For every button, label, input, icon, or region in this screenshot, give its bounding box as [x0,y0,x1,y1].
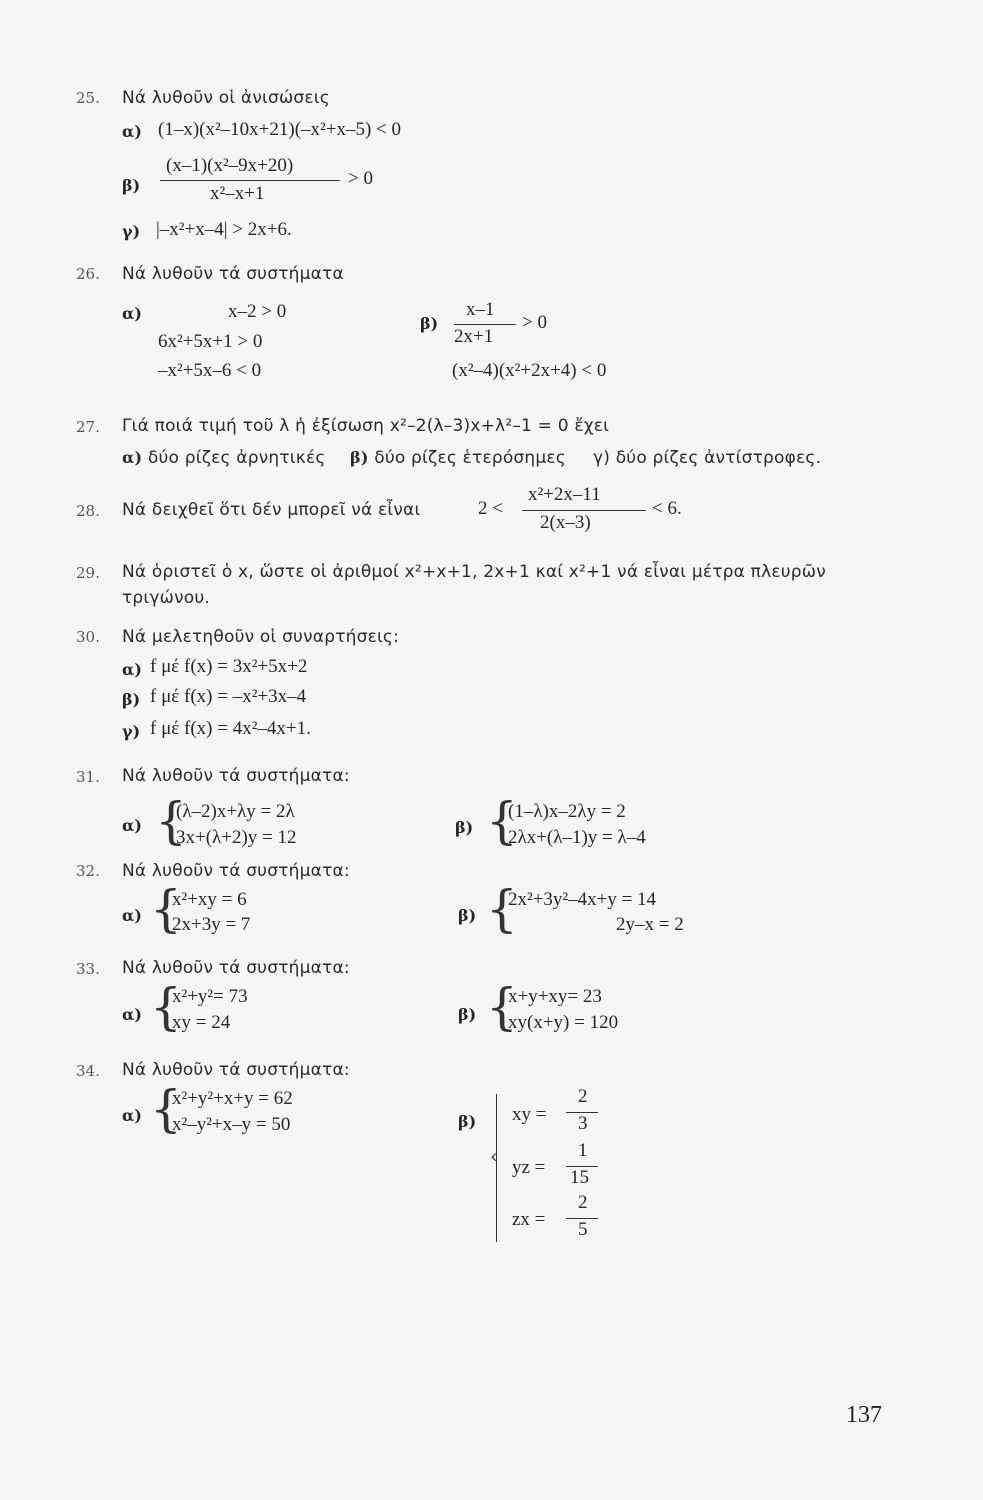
system-line-2: 6x²+5x+1 > 0 [158,331,263,352]
expression-c: |–x²+x–4| > 2x+6. [156,219,292,240]
left-brace: { [150,880,182,938]
option-a: δύο ρίζες ἀρνητικές [147,448,326,468]
system-line-2: (x²–4)(x²+2x+4) < 0 [452,360,607,381]
function-c: f μέ f(x) = 4x²–4x+1. [150,718,311,739]
label-b: β) [420,314,439,333]
equation-2-numerator: 1 [578,1140,588,1161]
equation-2: xy = 24 [172,1012,231,1033]
equation-2-denominator: 15 [570,1167,589,1188]
system-line-3: –x²+5x–6 < 0 [158,360,262,381]
option-c: δύο ρίζες ἀντίστροφες. [615,448,822,468]
label-a: α) [122,122,142,141]
left-brace: { [155,792,187,850]
left-brace: { [486,792,518,850]
problem-number: 29. [76,564,100,582]
problem-title: Νά μελετηθοῦν οἱ συναρτήσεις: [122,627,400,647]
equation-1-numerator: 2 [578,1086,588,1107]
label-b: β) [122,690,141,709]
equation-1: x+y+xy= 23 [508,986,602,1007]
bracket-point: ‹ [490,1144,498,1168]
problem-title: Νά λυθοῦν οἱ ἀνισώσεις [122,88,330,108]
label-a: α) [122,1005,142,1024]
fraction-bar [454,324,516,325]
label-b: β) [458,1005,477,1024]
problem-number: 33. [76,960,100,978]
system-line-1: x–2 > 0 [228,301,287,322]
options-line [122,448,326,468]
problem-number: 26. [76,265,100,283]
relation: > 0 [348,168,373,189]
system-bracket [496,1094,497,1242]
left-brace: { [486,880,518,938]
equation-2: 2λx+(λ–1)y = λ–4 [508,827,646,848]
label-a: α) [122,906,142,925]
fraction-denominator: 2(x–3) [540,512,591,533]
equation-1: (1–λ)x–2λy = 2 [508,801,626,822]
problem-text-line-2: τριγώνου. [122,588,211,608]
fraction-numerator: x²+2x–11 [528,484,601,505]
equation-1: x²+y²+x+y = 62 [172,1088,293,1109]
fraction-numerator: x–1 [466,299,495,320]
label-a: α) [122,448,143,467]
fraction-bar [160,180,340,181]
problem-number: 32. [76,862,100,880]
label-b: β) [455,818,474,837]
problem-title: Νά λυθοῦν τά συστήματα: [122,766,350,786]
problem-title: Νά λυθοῦν τά συστήματα [122,264,344,284]
problem-title: Νά λυθοῦν τά συστήματα: [122,861,350,881]
fraction-bar [522,510,646,511]
equation-1: x²+xy = 6 [172,889,247,910]
fraction-denominator: x²–x+1 [210,183,265,204]
problem-number: 28. [76,502,100,520]
relation: > 0 [522,312,547,333]
label-a: α) [122,1106,142,1125]
equation-2: 3x+(λ+2)y = 12 [176,827,297,848]
equation-2: 2y–x = 2 [616,914,684,935]
problem-number: 34. [76,1062,100,1080]
equation-3-numerator: 2 [578,1192,588,1213]
left-brace: { [150,978,182,1036]
inequality-left: 2 < [478,498,503,519]
function-b: f μέ f(x) = –x²+3x–4 [150,686,307,707]
equation-1: 2x²+3y²–4x+y = 14 [508,889,657,910]
equation-1-lhs: xy = [512,1104,547,1125]
equation-3-denominator: 5 [578,1219,588,1240]
label-b: β) [458,906,477,925]
equation-1: (λ–2)x+λy = 2λ [176,801,295,822]
label-b: β) [458,1112,477,1131]
left-brace: { [150,1080,182,1138]
equation-3-lhs: zx = [512,1209,546,1230]
function-a: f μέ f(x) = 3x²+5x+2 [150,656,308,677]
problem-title: Νά λυθοῦν τά συστήματα: [122,958,350,978]
problem-title: Γιά ποιά τιμή τοῦ λ ἡ ἐξίσωση x²–2(λ–3)x+λ²–1 = 0 ἔχει [122,416,610,436]
problem-title: Νά λυθοῦν τά συστήματα: [122,1060,350,1080]
problem-title: Νά δειχθεῖ ὅτι δέν μπορεῖ νά εἶναι [122,500,421,520]
inequality-right: < 6. [652,498,682,519]
option-b: δύο ρίζες ἑτερόσημες [374,448,566,468]
fraction-numerator: (x–1)(x²–9x+20) [166,155,294,176]
equation-2-lhs: yz = [512,1157,546,1178]
problem-text-line-1: Νά ὁριστεῖ ὁ x, ὥστε οἱ ἀριθμοί x²+x+1, 2x+1 καί x²+1 νά εἶναι μέτρα πλευρῶν [122,562,826,582]
label-c: γ) [593,448,611,468]
problem-number: 25. [76,89,100,107]
label-c: γ) [122,222,141,241]
label-b: β) [122,176,141,195]
equation-1-denominator: 3 [578,1113,588,1134]
options-line [350,448,566,468]
label-a: α) [122,816,142,835]
label-b: β) [350,448,369,467]
label-c: γ) [122,722,141,741]
problem-number: 31. [76,768,100,786]
equation-2: xy(x+y) = 120 [508,1012,619,1033]
equation-2: 2x+3y = 7 [172,914,251,935]
page-number: 137 [846,1402,882,1428]
label-a: α) [122,304,142,323]
left-brace: { [486,978,518,1036]
expression-a: (1–x)(x²–10x+21)(–x²+x–5) < 0 [158,119,402,140]
label-a: α) [122,660,142,679]
problem-number: 27. [76,418,100,436]
problem-number: 30. [76,628,100,646]
fraction-denominator: 2x+1 [454,326,494,347]
equation-1: x²+y²= 73 [172,986,248,1007]
equation-2: x²–y²+x–y = 50 [172,1114,291,1135]
options-line [593,448,821,468]
